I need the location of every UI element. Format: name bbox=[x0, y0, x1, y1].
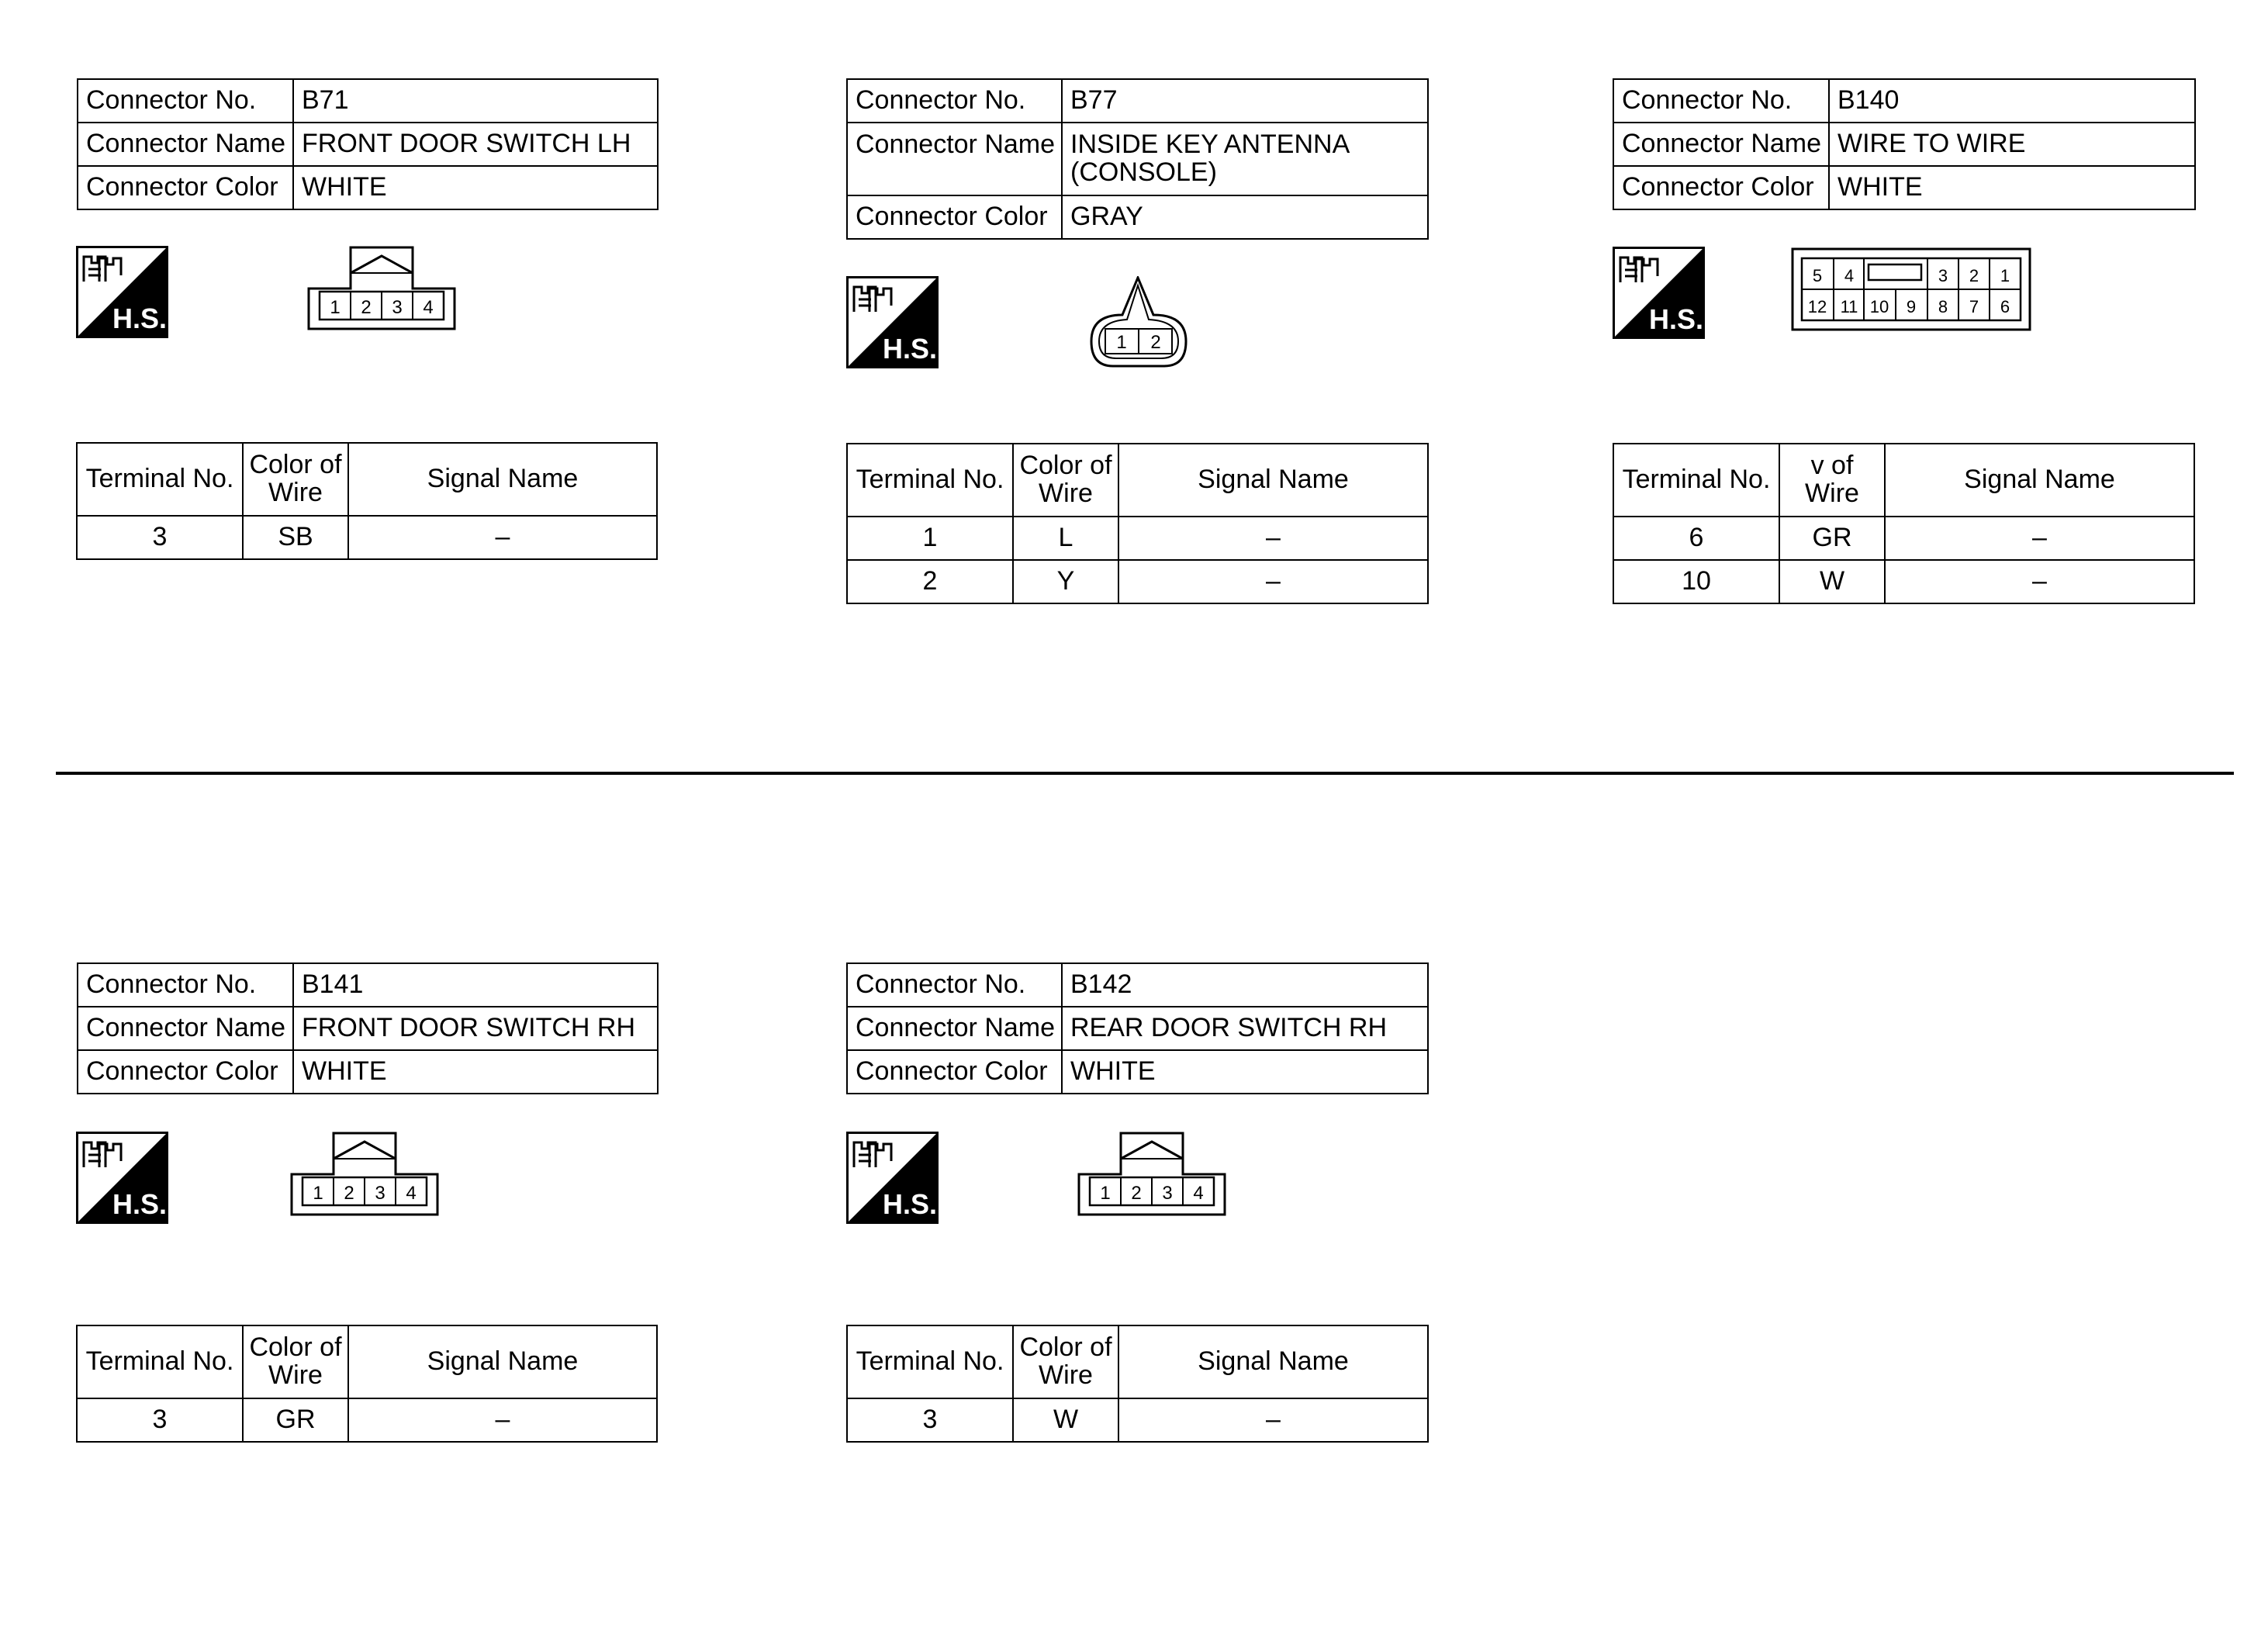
connector-color-label: Connector Color bbox=[847, 195, 1062, 239]
pin-label: 1 bbox=[1116, 332, 1127, 353]
wire-color-cell: GR bbox=[1779, 517, 1885, 560]
wire-color-cell: W bbox=[1013, 1398, 1118, 1442]
terminal-cell: 3 bbox=[77, 516, 243, 559]
connector-name-value: FRONT DOOR SWITCH RH bbox=[293, 1007, 658, 1050]
terminal-table bbox=[76, 442, 658, 560]
header-terminal-no: Terminal No. bbox=[847, 444, 1013, 517]
signal-cell: – bbox=[1118, 1398, 1428, 1442]
header-signal-name: Signal Name bbox=[1118, 444, 1428, 517]
connector-name-value: WIRE TO WIRE bbox=[1829, 123, 2195, 166]
pin-label: 6 bbox=[2000, 297, 2010, 316]
pin-label: 4 bbox=[423, 297, 434, 318]
header-signal-name: Signal Name bbox=[1885, 444, 2194, 517]
connector-info-table bbox=[77, 963, 659, 1094]
pin-label: 11 bbox=[1840, 297, 1858, 316]
table-row bbox=[847, 560, 1428, 603]
pin-label: 2 bbox=[1969, 266, 1979, 285]
connector-name-value: FRONT DOOR SWITCH LH bbox=[293, 123, 658, 166]
connector-no-label: Connector No. bbox=[847, 963, 1062, 1007]
terminal-cell: 10 bbox=[1613, 560, 1779, 603]
connector-4pin-figure bbox=[290, 1131, 439, 1216]
harness-side-icon bbox=[846, 276, 939, 368]
header-terminal-no: Terminal No. bbox=[77, 1325, 243, 1398]
connector-no-value: B142 bbox=[1062, 963, 1428, 1007]
terminal-cell: 2 bbox=[847, 560, 1013, 603]
connector-color-label: Connector Color bbox=[1613, 166, 1829, 209]
pin-label: 4 bbox=[1193, 1183, 1204, 1204]
header-terminal-no: Terminal No. bbox=[77, 443, 243, 516]
pin-label: 1 bbox=[2000, 266, 2010, 285]
connector-info-table bbox=[1613, 78, 2196, 210]
connector-info-table bbox=[77, 78, 659, 210]
connector-name-label: Connector Name bbox=[78, 123, 293, 166]
connector-no-value: B140 bbox=[1829, 79, 2195, 123]
pin-label: 10 bbox=[1869, 297, 1889, 316]
pin-label: 1 bbox=[1100, 1183, 1111, 1204]
pin-label: 5 bbox=[1812, 266, 1823, 285]
wire-color-cell: W bbox=[1779, 560, 1885, 603]
connector-2pin-figure bbox=[1088, 276, 1189, 368]
signal-cell: – bbox=[1118, 517, 1428, 560]
harness-side-icon bbox=[1613, 247, 1705, 339]
header-signal-name: Signal Name bbox=[1118, 1325, 1428, 1398]
connector-color-value: GRAY bbox=[1062, 195, 1428, 239]
pin-label: 4 bbox=[406, 1183, 417, 1204]
table-row bbox=[77, 516, 657, 559]
pin-label: 8 bbox=[1938, 297, 1948, 316]
connector-name-label: Connector Name bbox=[1613, 123, 1829, 166]
header-signal-name: Signal Name bbox=[348, 443, 657, 516]
connector-name-label: Connector Name bbox=[78, 1007, 293, 1050]
hs-label: H.S. bbox=[882, 1188, 938, 1220]
terminal-table bbox=[846, 443, 1429, 604]
signal-cell: – bbox=[348, 516, 657, 559]
hs-label: H.S. bbox=[112, 302, 168, 334]
terminal-table bbox=[1613, 443, 2195, 604]
pin-label: 1 bbox=[313, 1183, 323, 1204]
hs-label: H.S. bbox=[112, 1188, 168, 1220]
hs-label: H.S. bbox=[1648, 303, 1704, 335]
terminal-cell: 3 bbox=[77, 1398, 243, 1442]
connector-no-value: B141 bbox=[293, 963, 658, 1007]
pin-label: 2 bbox=[1150, 332, 1161, 353]
pin-label: 7 bbox=[1969, 297, 1979, 316]
connector-color-label: Connector Color bbox=[847, 1050, 1062, 1094]
harness-side-icon bbox=[846, 1132, 939, 1224]
pin-label: 3 bbox=[375, 1183, 385, 1204]
wire-color-cell: GR bbox=[243, 1398, 348, 1442]
header-terminal-no: Terminal No. bbox=[1613, 444, 1779, 517]
header-signal-name: Signal Name bbox=[348, 1325, 657, 1398]
signal-cell: – bbox=[1885, 517, 2194, 560]
connector-info-table bbox=[846, 963, 1429, 1094]
harness-side-icon bbox=[76, 246, 168, 338]
pin-label: 4 bbox=[1844, 266, 1855, 285]
connector-no-label: Connector No. bbox=[1613, 79, 1829, 123]
pin-label: 1 bbox=[330, 297, 341, 318]
table-row bbox=[1613, 517, 2194, 560]
terminal-table bbox=[846, 1325, 1429, 1443]
connector-info-table bbox=[846, 78, 1429, 240]
pin-label: 2 bbox=[1131, 1183, 1142, 1204]
header-color-of-wire: Color of Wire bbox=[243, 1325, 348, 1398]
header-color-of-wire: Color of Wire bbox=[1013, 1325, 1118, 1398]
harness-side-icon bbox=[76, 1132, 168, 1224]
pin-label: 9 bbox=[1906, 297, 1917, 316]
connector-no-label: Connector No. bbox=[78, 963, 293, 1007]
signal-cell: – bbox=[1885, 560, 2194, 603]
connector-4pin-figure bbox=[1077, 1131, 1226, 1216]
connector-color-label: Connector Color bbox=[78, 166, 293, 209]
table-row bbox=[847, 517, 1428, 560]
connector-name-label: Connector Name bbox=[847, 1007, 1062, 1050]
terminal-cell: 3 bbox=[847, 1398, 1013, 1442]
connector-color-value: WHITE bbox=[293, 166, 658, 209]
signal-cell: – bbox=[1118, 560, 1428, 603]
connector-12pin-figure bbox=[1791, 247, 2031, 331]
connector-color-value: WHITE bbox=[1062, 1050, 1428, 1094]
hs-label: H.S. bbox=[882, 333, 938, 365]
pin-label: 2 bbox=[361, 297, 372, 318]
section-divider bbox=[56, 772, 2234, 775]
connector-name-label: Connector Name bbox=[847, 123, 1062, 195]
header-color-of-wire: v of Wire bbox=[1779, 444, 1885, 517]
terminal-cell: 1 bbox=[847, 517, 1013, 560]
header-color-of-wire: Color of Wire bbox=[243, 443, 348, 516]
terminal-cell: 6 bbox=[1613, 517, 1779, 560]
connector-4pin-figure bbox=[307, 245, 456, 330]
pin-label: 3 bbox=[1162, 1183, 1173, 1204]
connector-color-label: Connector Color bbox=[78, 1050, 293, 1094]
wire-color-cell: Y bbox=[1013, 560, 1118, 603]
connector-name-value: INSIDE KEY ANTENNA (CONSOLE) bbox=[1062, 123, 1428, 195]
connector-no-label: Connector No. bbox=[847, 79, 1062, 123]
wire-color-cell: L bbox=[1013, 517, 1118, 560]
table-row bbox=[1613, 560, 2194, 603]
connector-no-value: B77 bbox=[1062, 79, 1428, 123]
pin-label: 2 bbox=[344, 1183, 354, 1204]
pin-label: 12 bbox=[1807, 297, 1827, 316]
table-row bbox=[77, 1398, 657, 1442]
signal-cell: – bbox=[348, 1398, 657, 1442]
connector-color-value: WHITE bbox=[293, 1050, 658, 1094]
header-color-of-wire: Color of Wire bbox=[1013, 444, 1118, 517]
header-terminal-no: Terminal No. bbox=[847, 1325, 1013, 1398]
terminal-table bbox=[76, 1325, 658, 1443]
wire-color-cell: SB bbox=[243, 516, 348, 559]
pin-label: 3 bbox=[392, 297, 403, 318]
connector-no-label: Connector No. bbox=[78, 79, 293, 123]
table-row bbox=[847, 1398, 1428, 1442]
connector-no-value: B71 bbox=[293, 79, 658, 123]
connector-color-value: WHITE bbox=[1829, 166, 2195, 209]
connector-name-value: REAR DOOR SWITCH RH bbox=[1062, 1007, 1428, 1050]
pin-label: 3 bbox=[1938, 266, 1948, 285]
